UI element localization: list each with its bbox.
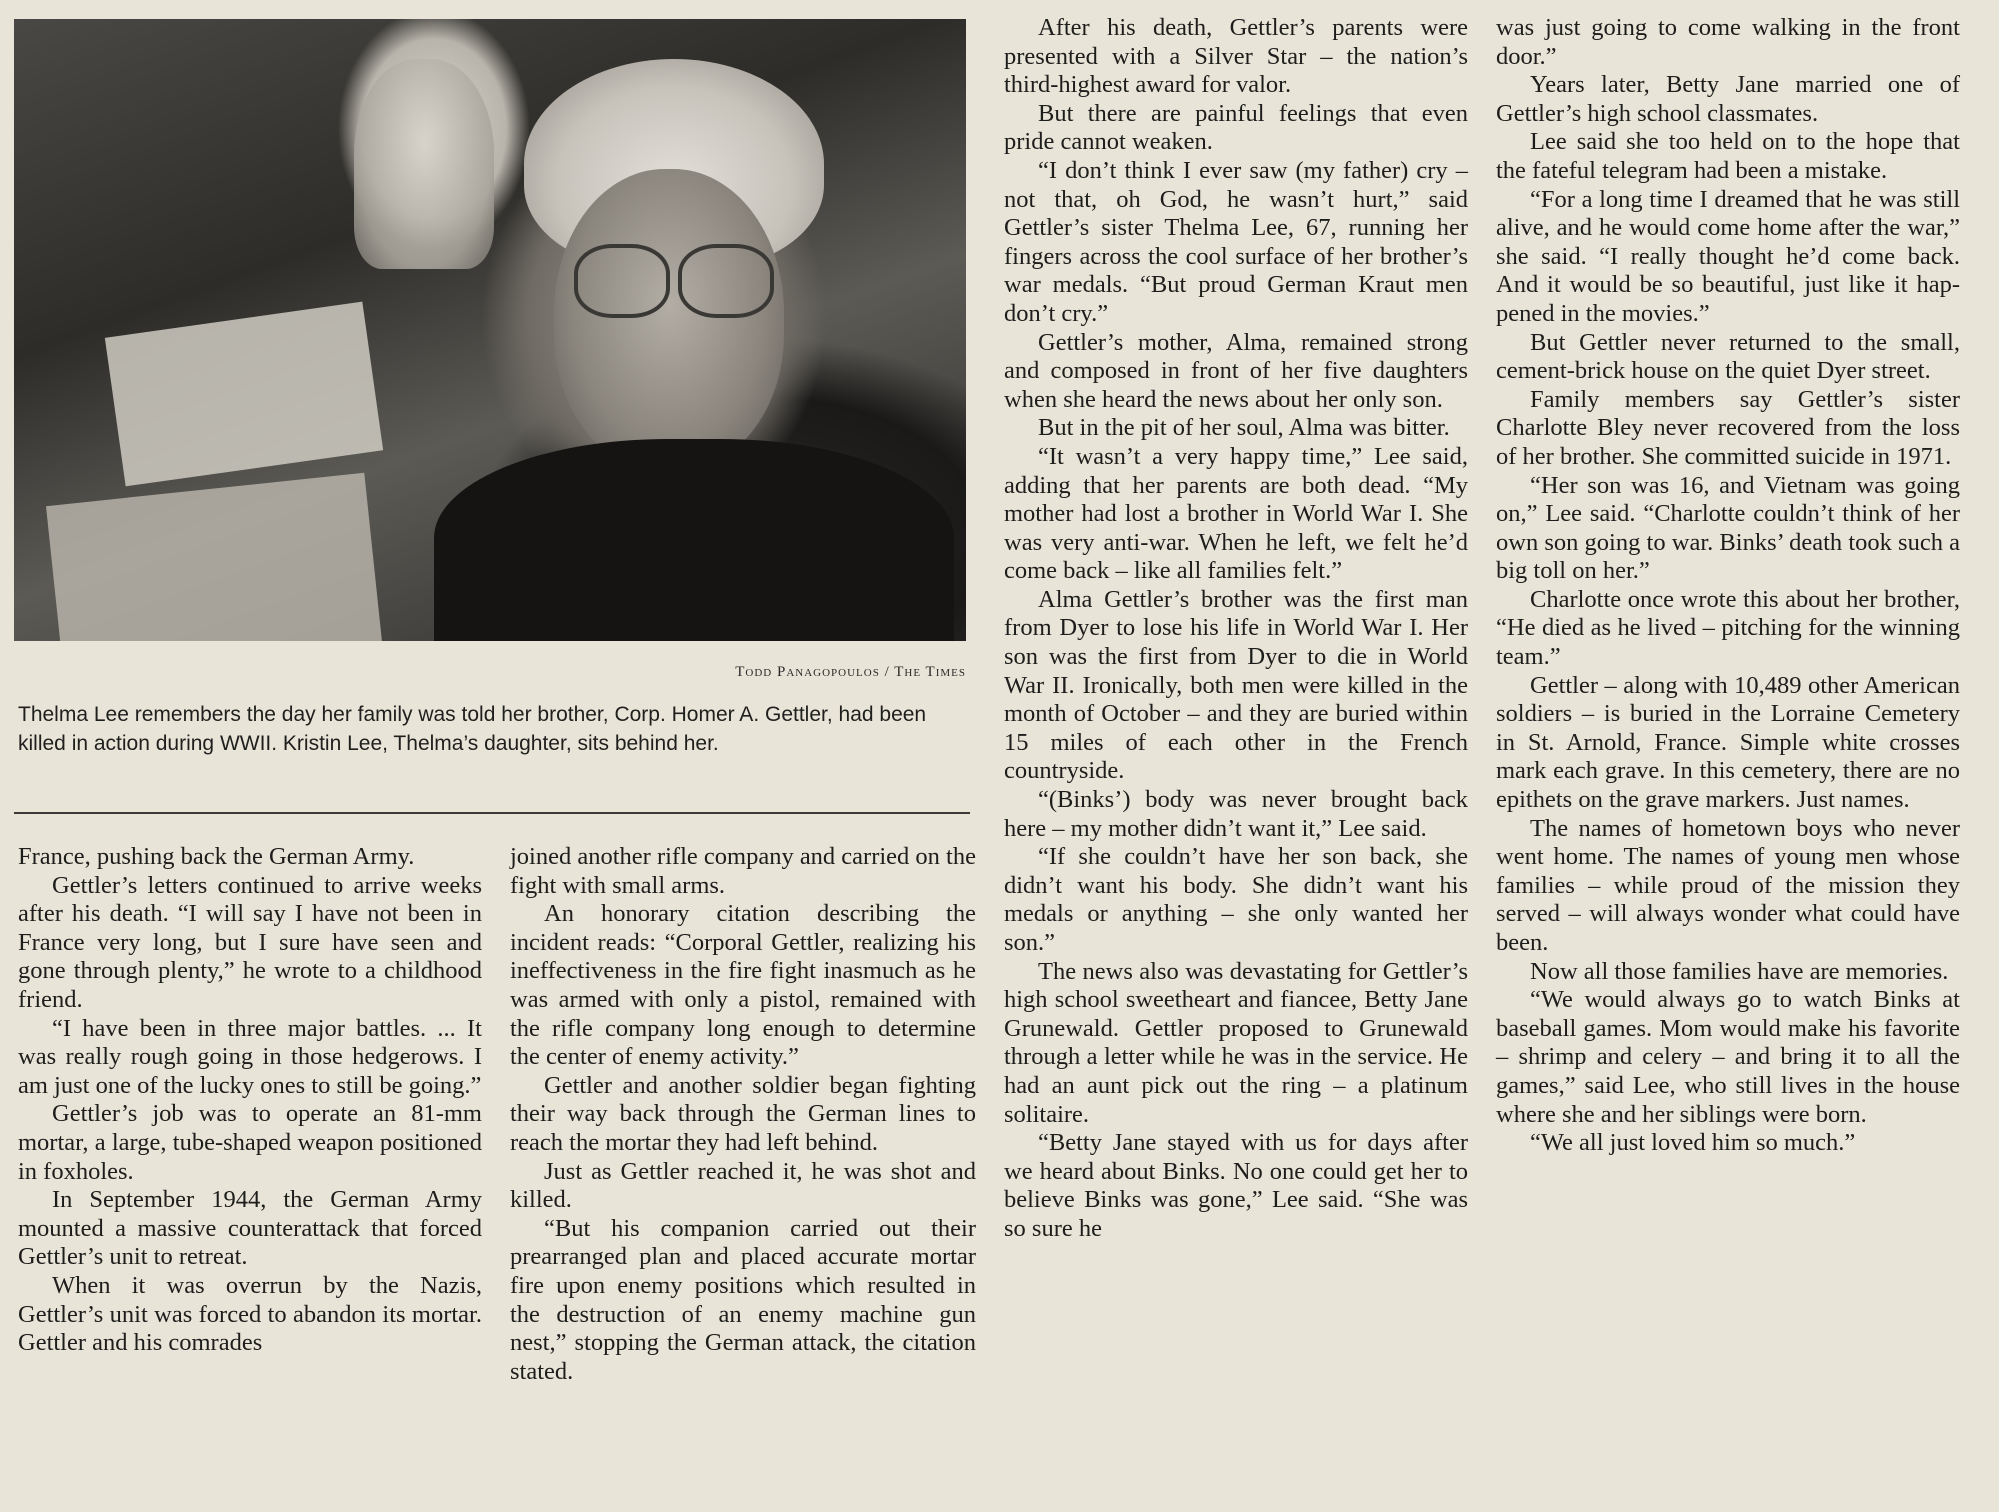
caption-divider [14,812,970,814]
paragraph: Charlotte once wrote this about her brother, “He died as he lived – pitching for the winning team.” [1496,585,1960,671]
paragraph: But there are painful feelings that even pride cannot weaken. [1004,99,1468,156]
news-photo [14,19,966,641]
photo-glasses [574,244,774,314]
paragraph: “I have been in three major battles. ... It was really rough going in those hedgerows. I am just one of the lucky ones to still be going.” [18,1014,482,1099]
article-column-1 [18,843,482,1358]
paragraph: Gettler and another soldier began fighting their way back through the German lines to reach the mortar they had left behind. [510,1071,976,1156]
paragraph: “For a long time I dreamed that he was still alive, and he would come home after the war,” she said. “I really thought he’d come back. And it would be so beautiful, just like it happened in the movies.” [1496,185,1960,327]
photo-credit: Todd Panagopoulos / The Times [735,664,966,680]
paragraph: Lee said she too held on to the hope that the fateful telegram had been a mistake. [1496,128,1960,184]
article-column-2 [510,843,976,1386]
paragraph: “But his companion carried out their prearranged plan and placed accurate mortar fire upon enemy positions which resulted in the destruction of an enemy machine gun nest,” stopping the German attack, the citation stated. [510,1214,976,1385]
article-column-3 [1004,14,1468,1244]
paragraph: An honorary citation describing the incident reads: “Corporal Gettler, realizing his ineffectiveness in the fire fight inasmuch as he was armed with only a pistol, remained with the rifle company long enough to determine the center of enemy activity.” [510,900,976,1071]
paragraph: “We all just loved him so much.” [1530,1129,1856,1157]
paragraph: “(Binks’) body was never brought back here – my mother didn’t want it,” Lee said. [1004,786,1468,842]
photo-daughter-figure [354,59,494,269]
paragraph: joined another rifle company and carried on the fight with small arms. [510,843,976,899]
photo-papers-lower [46,473,382,641]
paragraph: “Betty Jane stayed with us for days after we heard about Binks. No one could get her to believe Binks was gone,” Lee said. “She was so sure he [1004,1129,1468,1242]
paragraph: “I don’t think I ever saw (my father) cry – not that, oh God, he wasn’t hurt,” said Gettler’s sister Thelma Lee, 67, running her fingers across the cool surface of her brother’s war medals. “But proud German Kraut men don’t cry.” [1004,156,1468,327]
article-column-4 [1496,14,1960,1158]
paragraph: After his death, Gettler’s parents were presented with a Silver Star – the nation’s third-highest award for valor. [1004,14,1468,99]
paragraph: was just going to come walking in the front door.” [1496,14,1960,70]
photo-papers [105,302,383,487]
paragraph: In September 1944, the German Army mounted a massive counterattack that forced Gettler’s unit to retreat. [18,1186,482,1271]
paragraph: Gettler’s letters continued to arrive weeks after his death. “I will say I have not been in France very long, but I sure have seen and gone through plenty,” he wrote to a childhood friend. [18,871,482,1013]
paragraph: Just as Gettler reached it, he was shot and killed. [510,1157,976,1214]
paragraph: Gettler’s mother, Alma, remained strong and composed in front of her five daughters when she heard the news about her only son. [1004,328,1468,413]
paragraph: When it was overrun by the Nazis, Gettler’s unit was forced to abandon its mortar. Gettler and his comrades [18,1271,482,1357]
paragraph: “We would always go to watch Binks at baseball games. Mom would make his favorite – shrimp and celery – and bring it to all the games,” said Lee, who still lives in the house where she and her siblings were born. [1496,986,1960,1128]
paragraph: The names of hometown boys who never went home. The names of young men whose families – while proud of the mission they served – will always wonder what could have been. [1496,814,1960,956]
paragraph: Now all those families have are memories. [1530,957,1949,985]
paragraph: “It wasn’t a very happy time,” Lee said, adding that her parents are both dead. “My mother had lost a brother in World War I. She was very anti-war. When he left, we felt he’d come back – like all families felt.” [1004,442,1468,585]
paragraph: Gettler’s job was to operate an 81-mm mortar, a large, tube-shaped weapon positioned in foxholes. [18,1100,482,1185]
paragraph: “Her son was 16, and Vietnam was going on,” Lee said. “Charlotte couldn’t think of her own son going to war. Binks’ death took such a big toll on her.” [1496,471,1960,585]
photo-face [554,169,784,469]
paragraph: Family members say Gettler’s sister Charlotte Bley never recovered from the loss of her brother. She committed suicide in 1971. [1496,385,1960,470]
paragraph: The news also was devastating for Gettler’s high school sweetheart and fiancee, Betty Jane Grunewald. Gettler proposed to Grunewald through a letter while he was in the service. He had an aunt pick out the ring – a platinum solitaire. [1004,957,1468,1128]
photo-caption: Thelma Lee remembers the day her family was told her brother, Corp. Homer A. Gettler, had been killed in action during WWII. Kristin Lee, Thelma’s daughter, sits behind her. [18,703,927,755]
paragraph: Gettler – along with 10,489 other American soldiers – is buried in the Lorraine Cemetery in St. Arnold, France. Simple white crosses mark each grave. In this cemetery, there are no epithets on the grave markers. Just names. [1496,671,1960,814]
paragraph: Alma Gettler’s brother was the first man from Dyer to lose his life in World War I. Her son was the first from Dyer to die in World War II. Ironically, both men were killed in the month of October – and they are buried within 15 miles of each other in the French countryside. [1004,585,1468,785]
paragraph: But Gettler never returned to the small, cement-brick house on the quiet Dyer street. [1496,328,1960,385]
paragraph: France, pushing back the German Army. [18,843,415,870]
paragraph: But in the pit of her soul, Alma was bitter. [1038,414,1450,442]
photo-sweater [434,439,954,641]
paragraph: Years later, Betty Jane married one of Gettler’s high school classmates. [1496,71,1960,127]
paragraph: “If she couldn’t have her son back, she didn’t want his body. She didn’t want his medals or anything – she only wanted her son.” [1004,843,1468,956]
